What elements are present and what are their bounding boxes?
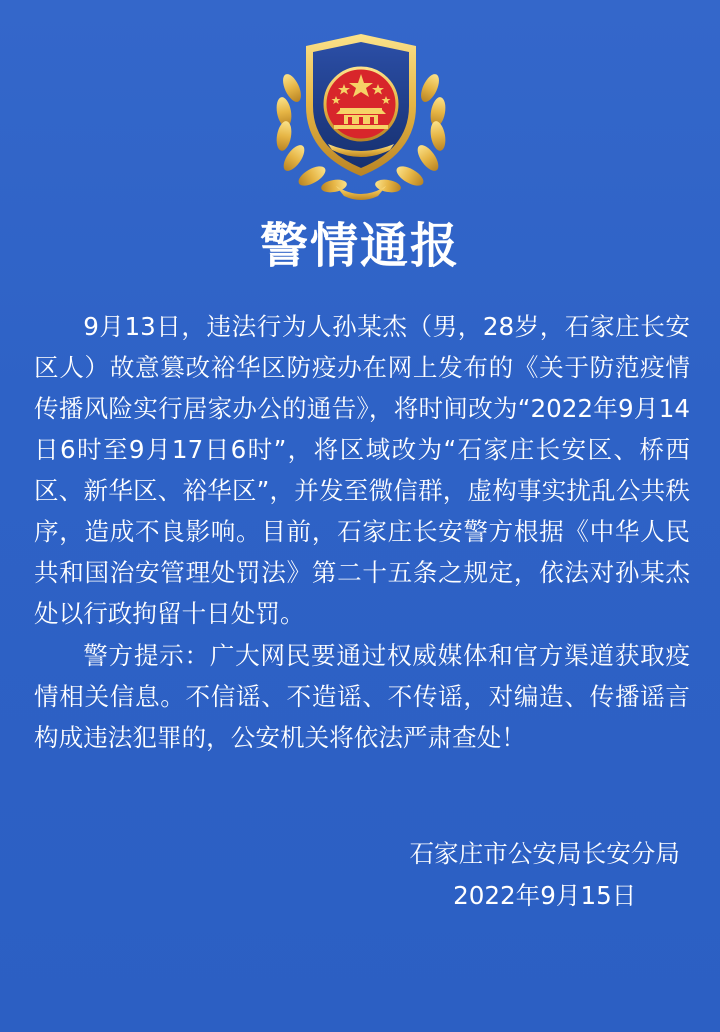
signature-block <box>409 834 680 916</box>
notice-paragraph-2: 警方提示：广大网民要通过权威媒体和官方渠道获取疫情相关信息。不信谣、不造谣、不传谣，对编造、传播谣言构成违法犯罪的，公安机关将依法严肃查处！ <box>34 641 690 752</box>
notice-paragraph-1: 9月13日，违法行为人孙某杰（男，28岁，石家庄长安区人）故意篡改裕华区防疫办在网上发布的《关于防范疫情传播风险实行居家办公的通告》，将时间改为“2022年9月14日6时至9月17日6时”，将区域改为“石家庄长安区、桥西区、新华区、裕华区”，并发至微信群，虚构事实扰乱公共秩序，造成不良影响。目前，石家庄长安警方根据《中华人民共和国治安管理处罚法》第二十五条之规定，依法对孙某杰处以行政拘留十日处罚。 <box>34 312 690 628</box>
notice-body <box>34 306 690 758</box>
signature-organization: 石家庄市公安局长安分局 <box>409 839 680 868</box>
notice-title: 警情通报 <box>259 218 460 274</box>
signature-date: 2022年9月15日 <box>453 881 637 910</box>
police-emblem-icon <box>266 26 456 202</box>
